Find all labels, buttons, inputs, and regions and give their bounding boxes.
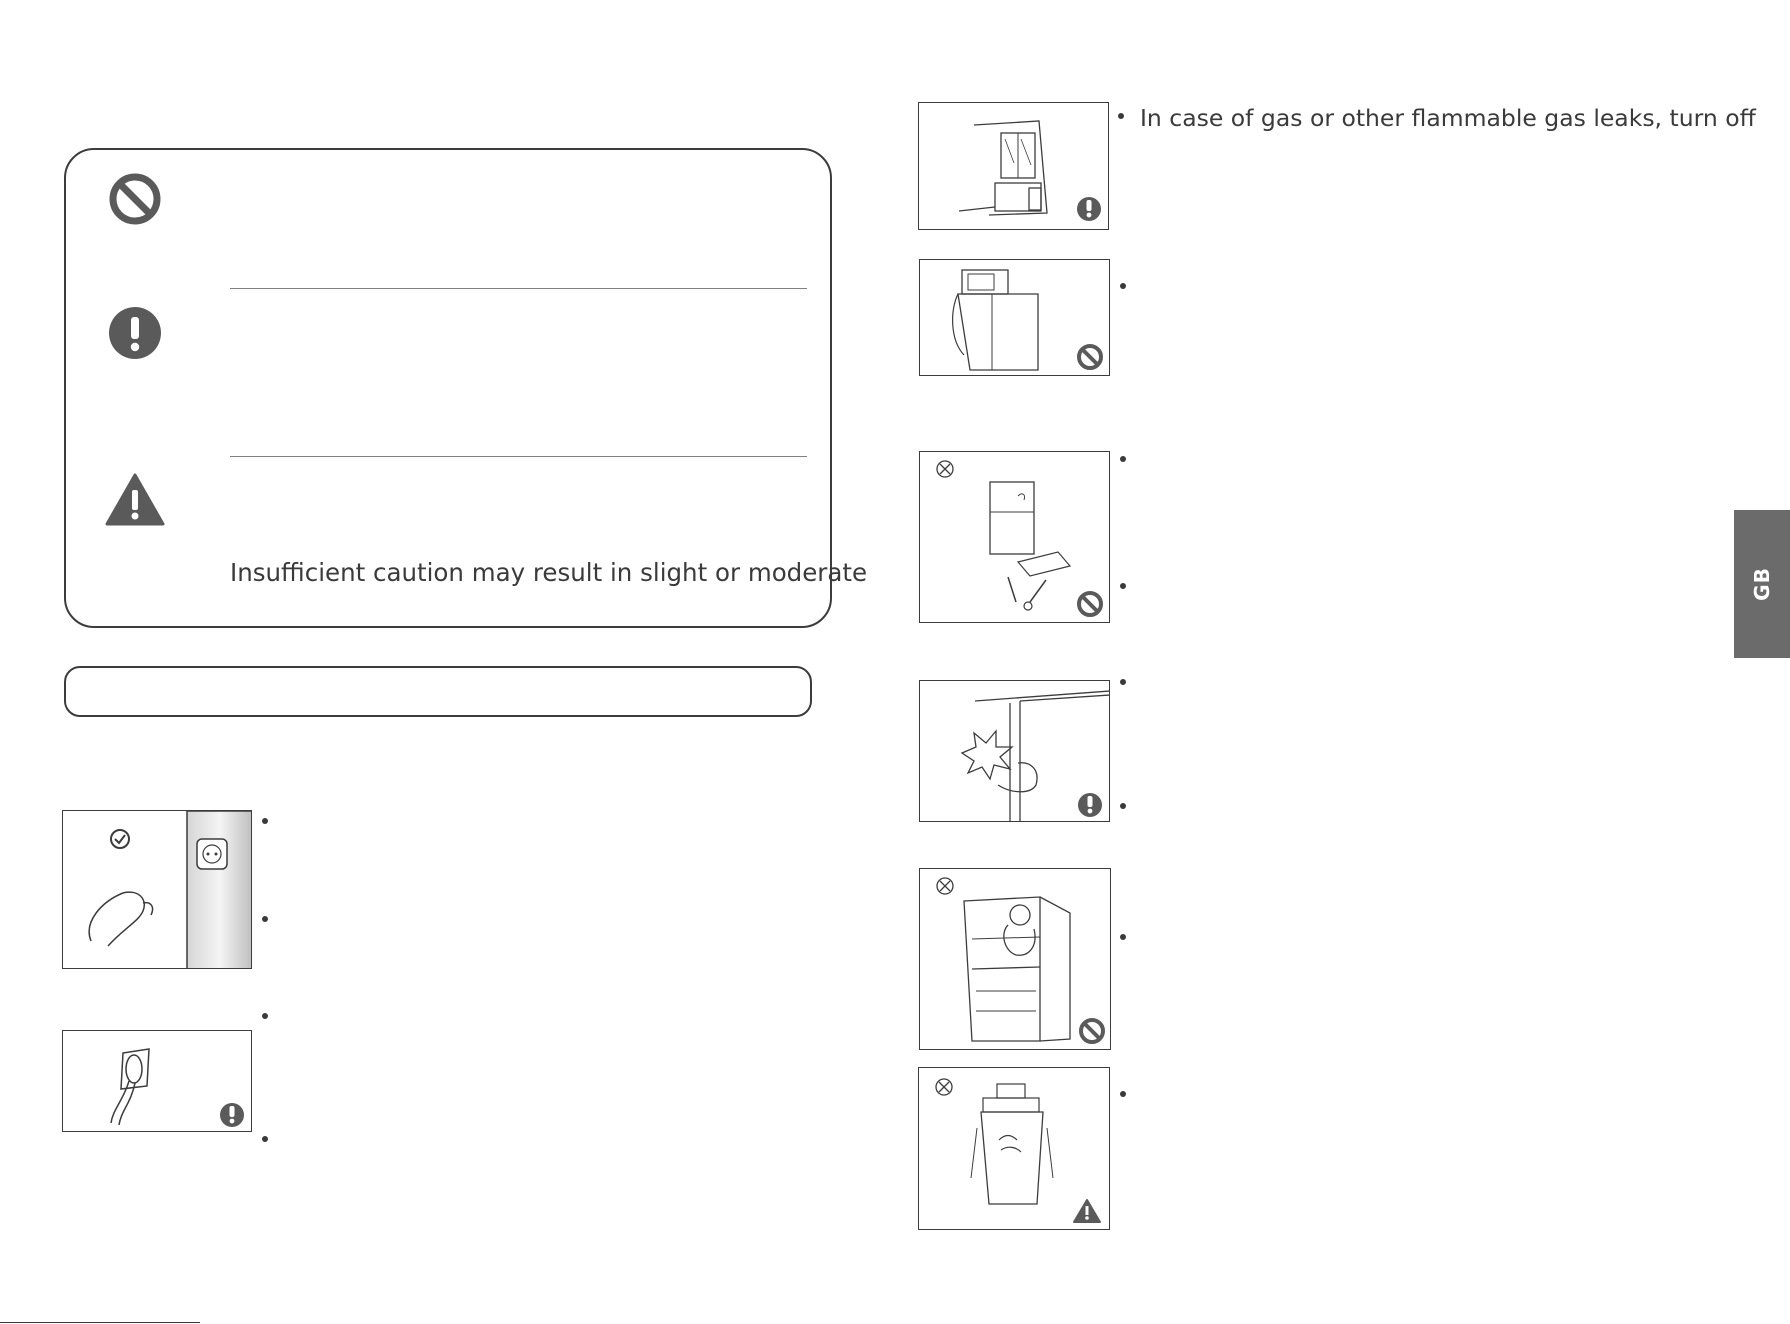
- legend-divider: [230, 288, 807, 289]
- illustration-no-disassembly: [919, 451, 1110, 623]
- section-heading-banner: [64, 666, 812, 717]
- illustration-overload-top: [918, 1067, 1110, 1230]
- legend-divider: [230, 456, 807, 457]
- list-bullet: [262, 1013, 268, 1019]
- warning-triangle-icon: [104, 472, 166, 528]
- illustration-gas-leak: [918, 102, 1109, 230]
- list-bullet: [1120, 803, 1126, 809]
- safety-symbol-legend: [64, 148, 832, 628]
- list-bullet: [1120, 283, 1126, 289]
- list-bullet: [1120, 456, 1126, 462]
- language-tab: [1734, 510, 1790, 658]
- list-bullet: [262, 916, 268, 922]
- list-bullet: [1120, 679, 1126, 685]
- list-bullet: [262, 818, 268, 824]
- footer-rule: [0, 1322, 200, 1323]
- gas-leak-instruction: In case of gas or other flammable gas leaks, turn off: [1140, 104, 1756, 132]
- exclamation-icon: [108, 306, 162, 360]
- prohibition-icon: [108, 172, 162, 226]
- list-bullet: [1120, 1091, 1126, 1097]
- list-bullet: [1118, 113, 1124, 119]
- illustration-appliance-on-top: [919, 259, 1110, 376]
- illustration-door-pinch: [919, 680, 1110, 822]
- language-tab-label: GB: [1750, 567, 1774, 601]
- list-bullet: [1120, 583, 1126, 589]
- illustration-plug-socket: [62, 1030, 252, 1132]
- list-bullet: [1120, 934, 1126, 940]
- illustration-plug-grip: [62, 810, 252, 969]
- illustration-child-climbing: [919, 868, 1111, 1050]
- list-bullet: [262, 1136, 268, 1142]
- legend-caution-text: Insufficient caution may result in slight or moderate: [230, 558, 868, 587]
